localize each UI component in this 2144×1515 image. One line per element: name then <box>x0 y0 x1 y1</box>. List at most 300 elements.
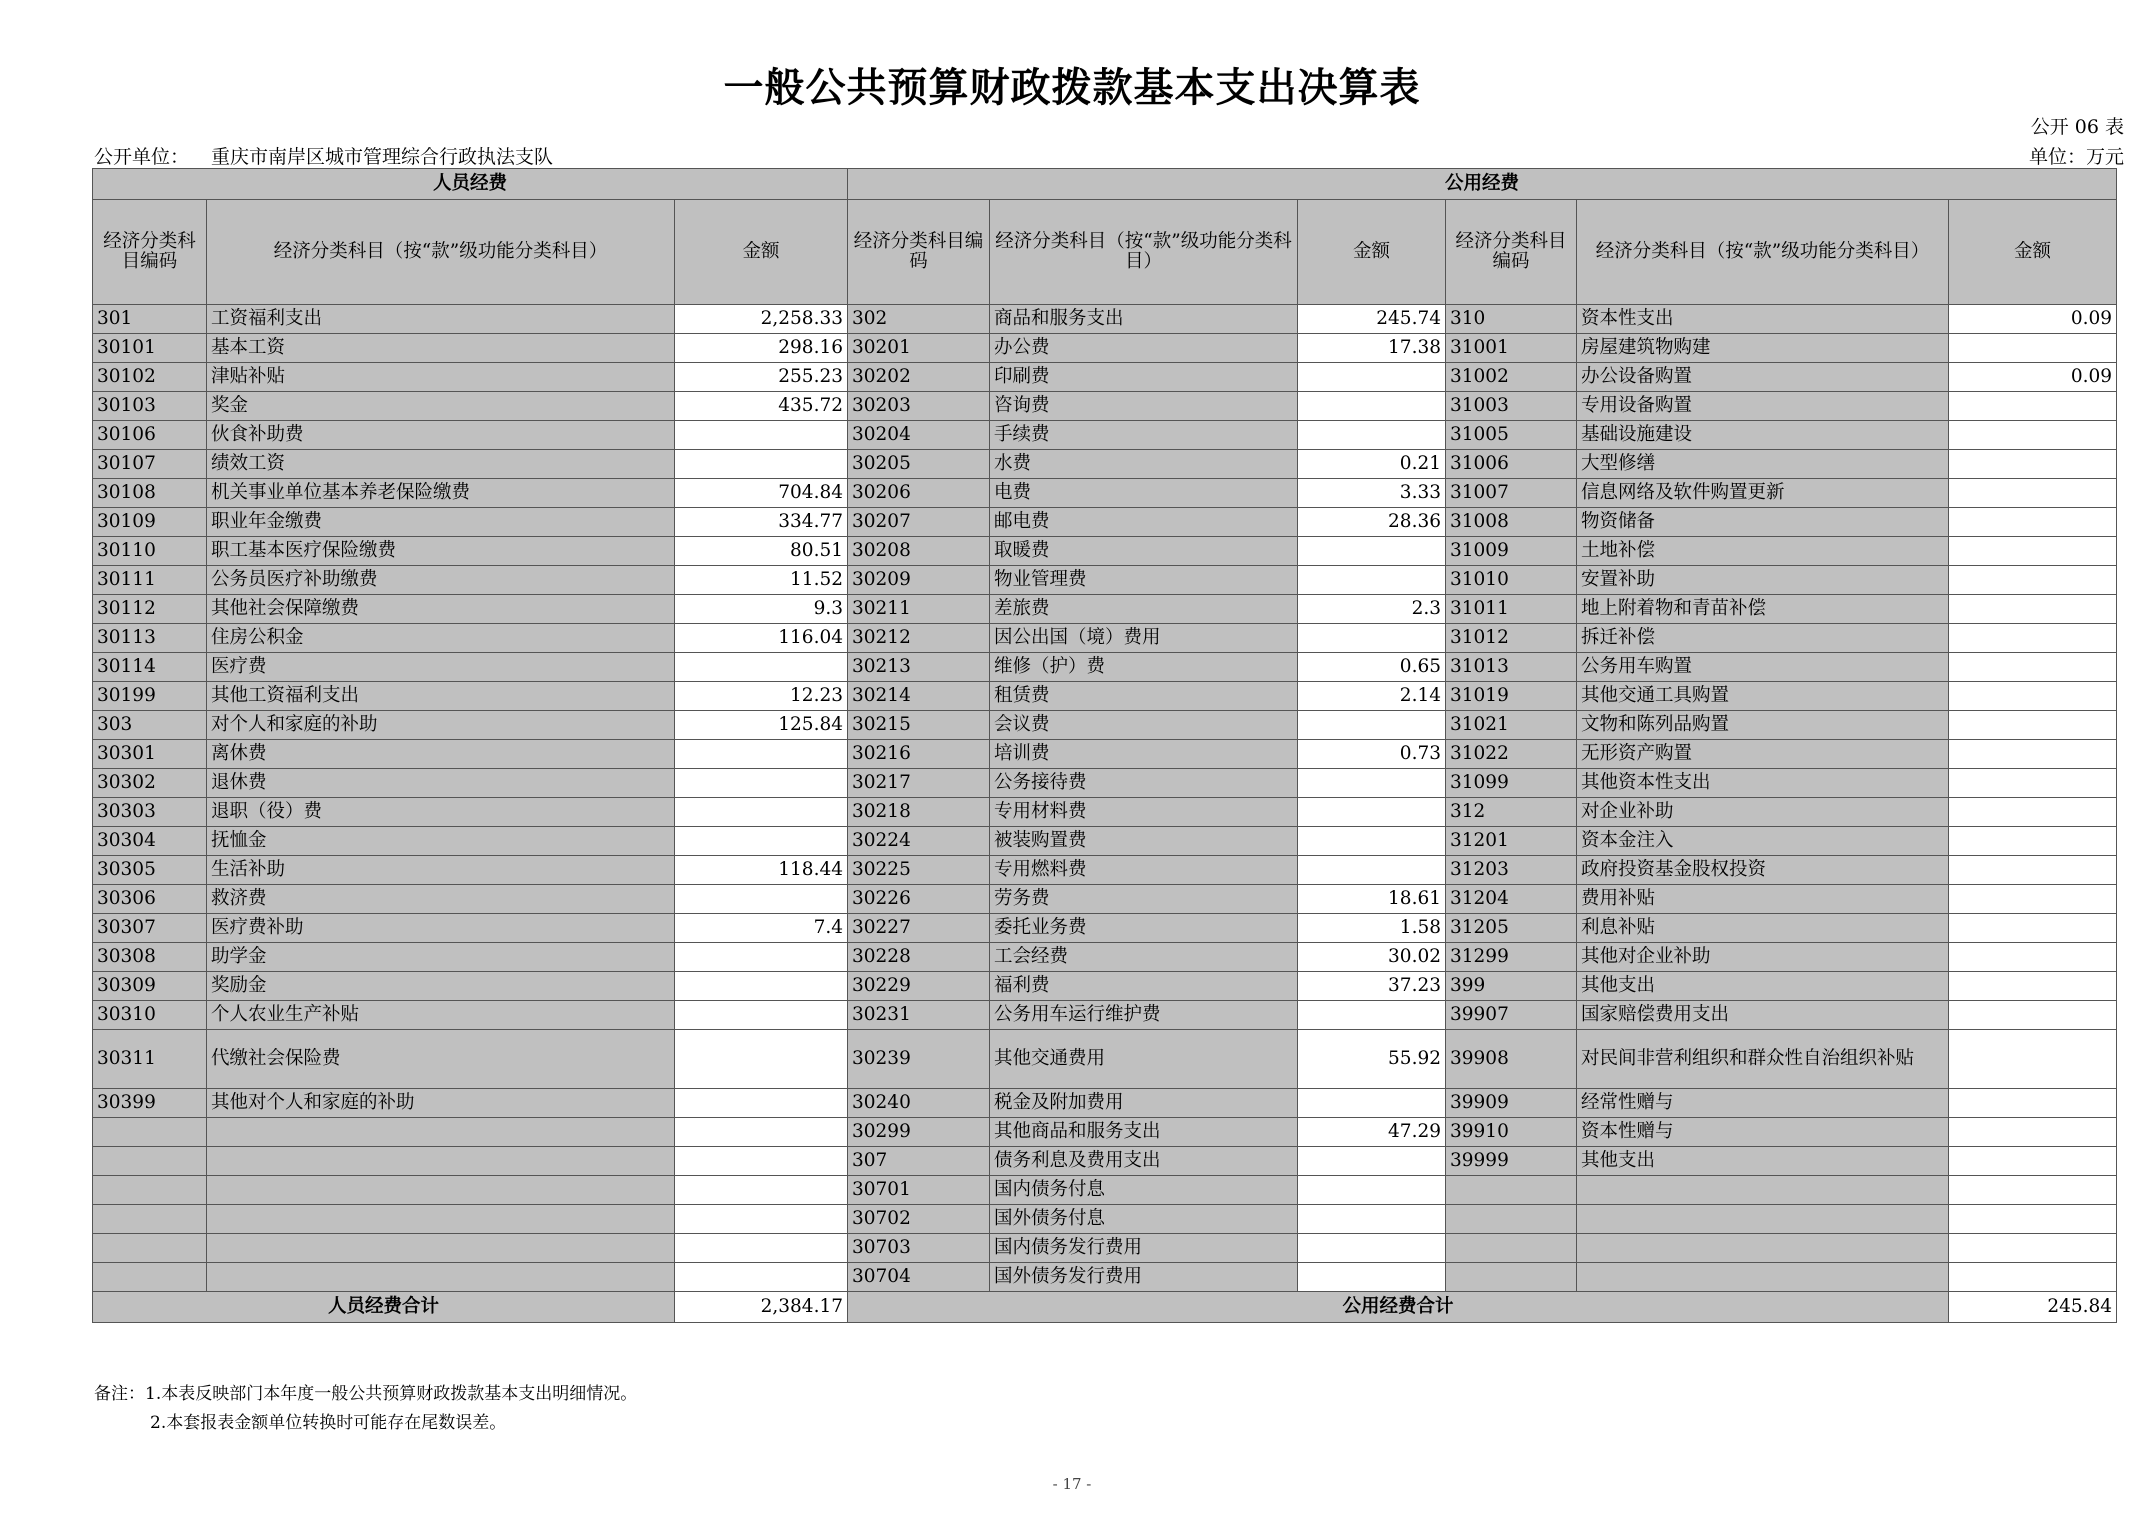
amount-cell <box>675 1205 848 1234</box>
code-cell: 30307 <box>93 914 207 943</box>
name-cell: 债务利息及费用支出 <box>990 1147 1298 1176</box>
code-cell: 30311 <box>93 1030 207 1089</box>
code-cell: 399 <box>1446 972 1577 1001</box>
amount-cell: 2.14 <box>1298 682 1446 711</box>
code-cell: 30110 <box>93 537 207 566</box>
name-cell: 公务接待费 <box>990 769 1298 798</box>
amount-cell: 30.02 <box>1298 943 1446 972</box>
amount-cell <box>1949 914 2117 943</box>
code-cell: 30704 <box>848 1263 990 1292</box>
amount-cell <box>675 653 848 682</box>
name-cell: 对民间非营利组织和群众性自治组织补贴 <box>1577 1030 1949 1089</box>
name-cell: 物业管理费 <box>990 566 1298 595</box>
code-cell: 30309 <box>93 972 207 1001</box>
amount-cell <box>675 1176 848 1205</box>
name-cell: 资本金注入 <box>1577 827 1949 856</box>
amount-cell <box>1298 537 1446 566</box>
name-cell: 职业年金缴费 <box>207 508 675 537</box>
name-cell: 维修（护）费 <box>990 653 1298 682</box>
amount-cell <box>1949 972 2117 1001</box>
name-cell: 退休费 <box>207 769 675 798</box>
amount-cell <box>1949 769 2117 798</box>
code-cell: 30215 <box>848 711 990 740</box>
name-cell: 租赁费 <box>990 682 1298 711</box>
table-row <box>93 566 2117 595</box>
name-cell: 公务用车运行维护费 <box>990 1001 1298 1030</box>
note-2: 2.本套报表金额单位转换时可能存在尾数误差。 <box>150 1413 507 1433</box>
name-cell: 对个人和家庭的补助 <box>207 711 675 740</box>
name-cell: 公务用车购置 <box>1577 653 1949 682</box>
name-cell: 专用设备购置 <box>1577 392 1949 421</box>
amount-cell <box>1298 566 1446 595</box>
header-code: 经济分类科目编码 <box>93 200 207 305</box>
code-cell: 30108 <box>93 479 207 508</box>
name-cell: 住房公积金 <box>207 624 675 653</box>
amount-cell: 55.92 <box>1298 1030 1446 1089</box>
amount-cell <box>675 885 848 914</box>
table-row <box>93 1089 2117 1118</box>
amount-cell: 47.29 <box>1298 1118 1446 1147</box>
code-cell: 30106 <box>93 421 207 450</box>
amount-cell: 298.16 <box>675 334 848 363</box>
amount-cell: 7.4 <box>675 914 848 943</box>
amount-cell <box>675 740 848 769</box>
amount-cell <box>1298 1263 1446 1292</box>
name-cell: 代缴社会保险费 <box>207 1030 675 1089</box>
name-cell: 津贴补贴 <box>207 363 675 392</box>
code-cell: 30225 <box>848 856 990 885</box>
code-cell: 31099 <box>1446 769 1577 798</box>
name-cell: 水费 <box>990 450 1298 479</box>
code-cell: 30306 <box>93 885 207 914</box>
amount-cell <box>1949 421 2117 450</box>
name-cell: 工会经费 <box>990 943 1298 972</box>
name-cell: 助学金 <box>207 943 675 972</box>
code-cell: 30305 <box>93 856 207 885</box>
amount-cell <box>675 421 848 450</box>
name-cell <box>1577 1234 1949 1263</box>
name-cell: 物资储备 <box>1577 508 1949 537</box>
name-cell: 退职（役）费 <box>207 798 675 827</box>
amount-cell <box>1949 508 2117 537</box>
table-row <box>93 1263 2117 1292</box>
code-cell: 30212 <box>848 624 990 653</box>
code-cell: 30213 <box>848 653 990 682</box>
amount-cell: 1.58 <box>1298 914 1446 943</box>
code-cell: 310 <box>1446 305 1577 334</box>
name-cell: 政府投资基金股权投资 <box>1577 856 1949 885</box>
table-row <box>93 334 2117 363</box>
name-cell <box>1577 1263 1949 1292</box>
table-row <box>93 1147 2117 1176</box>
table-row <box>93 508 2117 537</box>
table-row <box>93 740 2117 769</box>
amount-cell <box>1298 1234 1446 1263</box>
name-cell: 委托业务费 <box>990 914 1298 943</box>
code-cell: 31013 <box>1446 653 1577 682</box>
code-cell: 31299 <box>1446 943 1577 972</box>
amount-cell <box>675 1118 848 1147</box>
code-cell: 312 <box>1446 798 1577 827</box>
code-cell: 30199 <box>93 682 207 711</box>
amount-cell: 11.52 <box>675 566 848 595</box>
name-cell: 信息网络及软件购置更新 <box>1577 479 1949 508</box>
name-cell: 离休费 <box>207 740 675 769</box>
name-cell: 拆迁补偿 <box>1577 624 1949 653</box>
code-cell: 39999 <box>1446 1147 1577 1176</box>
table-number: 公开 06 表 <box>2030 116 2124 138</box>
name-cell <box>207 1205 675 1234</box>
code-cell: 30111 <box>93 566 207 595</box>
name-cell: 其他资本性支出 <box>1577 769 1949 798</box>
amount-cell: 0.21 <box>1298 450 1446 479</box>
amount-cell <box>675 769 848 798</box>
name-cell: 福利费 <box>990 972 1298 1001</box>
amount-cell <box>1949 624 2117 653</box>
personnel-total-value: 2,384.17 <box>675 1292 848 1323</box>
amount-cell: 0.65 <box>1298 653 1446 682</box>
code-cell: 31011 <box>1446 595 1577 624</box>
code-cell: 30206 <box>848 479 990 508</box>
amount-cell <box>1949 856 2117 885</box>
name-cell: 抚恤金 <box>207 827 675 856</box>
code-cell: 30202 <box>848 363 990 392</box>
amount-cell: 37.23 <box>1298 972 1446 1001</box>
name-cell: 税金及附加费用 <box>990 1089 1298 1118</box>
name-cell: 医疗费补助 <box>207 914 675 943</box>
code-cell: 30240 <box>848 1089 990 1118</box>
code-cell <box>93 1234 207 1263</box>
header-amount: 金额 <box>1949 200 2117 305</box>
code-cell: 31008 <box>1446 508 1577 537</box>
amount-cell: 435.72 <box>675 392 848 421</box>
amount-cell: 116.04 <box>675 624 848 653</box>
name-cell <box>207 1263 675 1292</box>
code-cell: 30229 <box>848 972 990 1001</box>
amount-cell <box>1949 1205 2117 1234</box>
amount-cell <box>1298 392 1446 421</box>
code-cell: 31019 <box>1446 682 1577 711</box>
name-cell <box>207 1147 675 1176</box>
amount-cell: 0.09 <box>1949 363 2117 392</box>
amount-cell: 2,258.33 <box>675 305 848 334</box>
table-row <box>93 1118 2117 1147</box>
name-cell: 电费 <box>990 479 1298 508</box>
name-cell: 其他社会保障缴费 <box>207 595 675 624</box>
name-cell <box>207 1234 675 1263</box>
amount-cell: 334.77 <box>675 508 848 537</box>
code-cell: 30239 <box>848 1030 990 1089</box>
amount-cell <box>1949 653 2117 682</box>
amount-cell <box>1949 943 2117 972</box>
name-cell: 其他工资福利支出 <box>207 682 675 711</box>
name-cell: 对企业补助 <box>1577 798 1949 827</box>
code-cell: 30101 <box>93 334 207 363</box>
name-cell: 个人农业生产补贴 <box>207 1001 675 1030</box>
code-cell: 31002 <box>1446 363 1577 392</box>
table-row <box>93 1205 2117 1234</box>
name-cell <box>1577 1205 1949 1234</box>
amount-cell <box>1949 450 2117 479</box>
amount-cell <box>1949 1176 2117 1205</box>
amount-cell: 17.38 <box>1298 334 1446 363</box>
code-cell: 303 <box>93 711 207 740</box>
code-cell: 31203 <box>1446 856 1577 885</box>
amount-cell: 80.51 <box>675 537 848 566</box>
amount-cell <box>675 1001 848 1030</box>
name-cell: 取暖费 <box>990 537 1298 566</box>
code-cell: 31201 <box>1446 827 1577 856</box>
table-row <box>93 624 2117 653</box>
amount-cell <box>1949 537 2117 566</box>
code-cell: 30207 <box>848 508 990 537</box>
table-row <box>93 305 2117 334</box>
name-cell: 经常性赠与 <box>1577 1089 1949 1118</box>
code-cell: 30112 <box>93 595 207 624</box>
code-cell <box>93 1205 207 1234</box>
amount-cell <box>675 972 848 1001</box>
header-code: 经济分类科目编码 <box>1446 200 1577 305</box>
code-cell: 30302 <box>93 769 207 798</box>
amount-cell: 704.84 <box>675 479 848 508</box>
name-cell: 医疗费 <box>207 653 675 682</box>
header-name: 经济分类科目（按“款”级功能分类科目） <box>990 200 1298 305</box>
table-row <box>93 856 2117 885</box>
amount-cell <box>675 1263 848 1292</box>
table-row <box>93 711 2117 740</box>
code-cell: 30299 <box>848 1118 990 1147</box>
personnel-total-label: 人员经费合计 <box>93 1292 675 1323</box>
code-cell <box>93 1118 207 1147</box>
amount-cell <box>1949 798 2117 827</box>
unit-row <box>94 142 2124 168</box>
header-code: 经济分类科目编码 <box>848 200 990 305</box>
amount-cell <box>675 827 848 856</box>
code-cell <box>93 1147 207 1176</box>
code-cell: 30303 <box>93 798 207 827</box>
table-row <box>93 421 2117 450</box>
amount-cell <box>675 450 848 479</box>
amount-cell <box>1298 827 1446 856</box>
amount-cell <box>1949 1118 2117 1147</box>
name-cell: 邮电费 <box>990 508 1298 537</box>
code-cell: 31022 <box>1446 740 1577 769</box>
name-cell: 因公出国（境）费用 <box>990 624 1298 653</box>
code-cell: 30214 <box>848 682 990 711</box>
table-row <box>93 450 2117 479</box>
code-cell <box>1446 1234 1577 1263</box>
amount-cell <box>1298 1001 1446 1030</box>
public-total-value: 245.84 <box>1949 1292 2117 1323</box>
table-row <box>93 1176 2117 1205</box>
code-cell: 30114 <box>93 653 207 682</box>
amount-cell: 0.09 <box>1949 305 2117 334</box>
name-cell: 办公设备购置 <box>1577 363 1949 392</box>
name-cell: 差旅费 <box>990 595 1298 624</box>
table-row <box>93 827 2117 856</box>
name-cell: 房屋建筑物购建 <box>1577 334 1949 363</box>
table-body <box>93 305 2117 1292</box>
code-cell: 39907 <box>1446 1001 1577 1030</box>
code-cell: 31009 <box>1446 537 1577 566</box>
name-cell: 资本性支出 <box>1577 305 1949 334</box>
code-cell: 39909 <box>1446 1089 1577 1118</box>
amount-cell <box>675 1234 848 1263</box>
code-cell <box>1446 1205 1577 1234</box>
table-row <box>93 885 2117 914</box>
code-cell: 302 <box>848 305 990 334</box>
amount-cell <box>1949 566 2117 595</box>
page-number: - 17 - <box>1052 1475 1092 1493</box>
name-cell: 其他对个人和家庭的补助 <box>207 1089 675 1118</box>
amount-cell: 255.23 <box>675 363 848 392</box>
name-cell: 专用材料费 <box>990 798 1298 827</box>
code-cell: 30702 <box>848 1205 990 1234</box>
code-cell: 307 <box>848 1147 990 1176</box>
amount-cell <box>1949 711 2117 740</box>
amount-cell: 245.74 <box>1298 305 1446 334</box>
amount-cell <box>1298 1176 1446 1205</box>
amount-cell <box>1298 856 1446 885</box>
name-cell: 国家赔偿费用支出 <box>1577 1001 1949 1030</box>
name-cell: 其他支出 <box>1577 1147 1949 1176</box>
amount-cell: 18.61 <box>1298 885 1446 914</box>
table-row <box>93 972 2117 1001</box>
table-row <box>93 479 2117 508</box>
amount-cell: 125.84 <box>675 711 848 740</box>
amount-cell <box>1298 798 1446 827</box>
name-cell: 无形资产购置 <box>1577 740 1949 769</box>
amount-cell: 118.44 <box>675 856 848 885</box>
code-cell: 30399 <box>93 1089 207 1118</box>
code-cell: 31007 <box>1446 479 1577 508</box>
code-cell: 30203 <box>848 392 990 421</box>
name-cell: 绩效工资 <box>207 450 675 479</box>
name-cell: 安置补助 <box>1577 566 1949 595</box>
amount-cell <box>1949 479 2117 508</box>
amount-cell: 0.73 <box>1298 740 1446 769</box>
name-cell: 其他交通工具购置 <box>1577 682 1949 711</box>
code-cell: 30301 <box>93 740 207 769</box>
amount-cell <box>1949 1234 2117 1263</box>
code-cell: 31006 <box>1446 450 1577 479</box>
code-cell: 30109 <box>93 508 207 537</box>
code-cell: 31204 <box>1446 885 1577 914</box>
name-cell: 其他支出 <box>1577 972 1949 1001</box>
name-cell: 工资福利支出 <box>207 305 675 334</box>
table-row <box>93 1030 2117 1089</box>
amount-cell <box>1949 1030 2117 1089</box>
name-cell: 伙食补助费 <box>207 421 675 450</box>
name-cell: 救济费 <box>207 885 675 914</box>
code-cell: 30102 <box>93 363 207 392</box>
name-cell: 商品和服务支出 <box>990 305 1298 334</box>
amount-cell <box>1298 421 1446 450</box>
name-cell: 土地补偿 <box>1577 537 1949 566</box>
table-row <box>93 392 2117 421</box>
code-cell: 30218 <box>848 798 990 827</box>
name-cell: 机关事业单位基本养老保险缴费 <box>207 479 675 508</box>
name-cell: 被装购置费 <box>990 827 1298 856</box>
code-cell: 31021 <box>1446 711 1577 740</box>
code-cell: 30701 <box>848 1176 990 1205</box>
amount-cell <box>1949 1089 2117 1118</box>
code-cell: 31001 <box>1446 334 1577 363</box>
note-1: 备注：1.本表反映部门本年度一般公共预算财政拨款基本支出明细情况。 <box>94 1384 638 1404</box>
amount-cell <box>1949 334 2117 363</box>
amount-cell: 9.3 <box>675 595 848 624</box>
table-row <box>93 769 2117 798</box>
name-cell: 基本工资 <box>207 334 675 363</box>
table-row <box>93 653 2117 682</box>
name-cell: 公务员医疗补助缴费 <box>207 566 675 595</box>
code-cell: 30103 <box>93 392 207 421</box>
public-total-label: 公用经费合计 <box>848 1292 1949 1323</box>
amount-cell <box>675 943 848 972</box>
header-name: 经济分类科目（按“款”级功能分类科目） <box>207 200 675 305</box>
page-title: 一般公共预算财政拨款基本支出决算表 <box>723 65 1421 111</box>
code-cell: 30107 <box>93 450 207 479</box>
name-cell: 大型修缮 <box>1577 450 1949 479</box>
name-cell: 利息补贴 <box>1577 914 1949 943</box>
code-cell: 39908 <box>1446 1030 1577 1089</box>
code-cell: 31205 <box>1446 914 1577 943</box>
name-cell: 国内债务付息 <box>990 1176 1298 1205</box>
name-cell: 劳务费 <box>990 885 1298 914</box>
name-cell: 地上附着物和青苗补偿 <box>1577 595 1949 624</box>
code-cell: 31005 <box>1446 421 1577 450</box>
header-amount: 金额 <box>1298 200 1446 305</box>
table-row <box>93 537 2117 566</box>
amount-cell <box>1949 885 2117 914</box>
code-cell: 30204 <box>848 421 990 450</box>
table-row <box>93 943 2117 972</box>
name-cell: 咨询费 <box>990 392 1298 421</box>
amount-cell: 3.33 <box>1298 479 1446 508</box>
table-row <box>93 595 2117 624</box>
amount-cell <box>1298 769 1446 798</box>
name-cell: 专用燃料费 <box>990 856 1298 885</box>
table-row <box>93 363 2117 392</box>
name-cell: 办公费 <box>990 334 1298 363</box>
code-cell: 30211 <box>848 595 990 624</box>
amount-cell <box>1298 711 1446 740</box>
name-cell: 国外债务发行费用 <box>990 1263 1298 1292</box>
name-cell <box>207 1176 675 1205</box>
code-cell: 30224 <box>848 827 990 856</box>
amount-cell <box>1298 363 1446 392</box>
table-row <box>93 1001 2117 1030</box>
amount-cell <box>1949 392 2117 421</box>
code-cell: 30201 <box>848 334 990 363</box>
name-cell: 基础设施建设 <box>1577 421 1949 450</box>
amount-cell <box>1298 1147 1446 1176</box>
name-cell: 培训费 <box>990 740 1298 769</box>
name-cell: 国内债务发行费用 <box>990 1234 1298 1263</box>
table-row <box>93 798 2117 827</box>
code-cell: 31012 <box>1446 624 1577 653</box>
unit-name: 重庆市南岸区城市管理综合行政执法支队 <box>211 146 554 168</box>
code-cell <box>1446 1176 1577 1205</box>
code-cell: 30703 <box>848 1234 990 1263</box>
notes <box>94 1380 637 1438</box>
code-cell: 30217 <box>848 769 990 798</box>
code-cell: 31003 <box>1446 392 1577 421</box>
table-row <box>93 682 2117 711</box>
name-cell: 文物和陈列品购置 <box>1577 711 1949 740</box>
name-cell: 奖励金 <box>207 972 675 1001</box>
code-cell: 30228 <box>848 943 990 972</box>
